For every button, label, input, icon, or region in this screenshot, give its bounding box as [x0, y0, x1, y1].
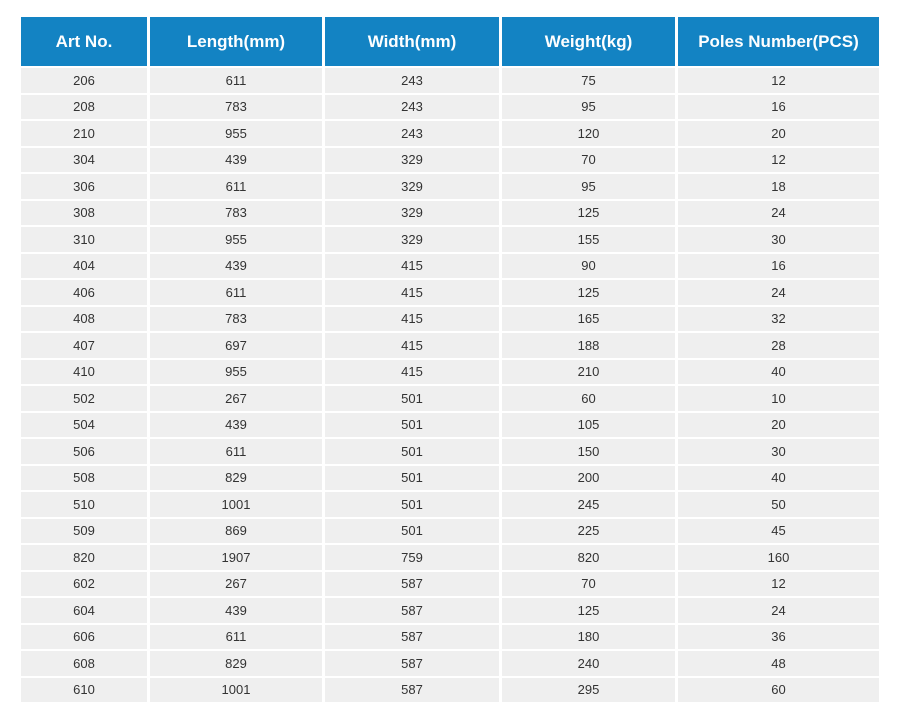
table-cell: 410 — [21, 360, 147, 385]
table-cell: 509 — [21, 519, 147, 544]
table-cell: 267 — [150, 572, 322, 597]
column-header: Length(mm) — [150, 17, 322, 66]
table-cell: 60 — [678, 678, 879, 703]
table-cell: 1001 — [150, 492, 322, 517]
table-cell: 439 — [150, 148, 322, 173]
table-row — [21, 545, 879, 570]
table-cell: 18 — [678, 174, 879, 199]
table-cell: 415 — [325, 254, 499, 279]
table-cell: 267 — [150, 386, 322, 411]
table-cell: 610 — [21, 678, 147, 703]
table-cell: 45 — [678, 519, 879, 544]
table-cell: 165 — [502, 307, 675, 332]
table-row — [21, 519, 879, 544]
table-cell: 508 — [21, 466, 147, 491]
table-row — [21, 201, 879, 226]
table-cell: 308 — [21, 201, 147, 226]
table-body — [21, 68, 879, 702]
table-cell: 608 — [21, 651, 147, 676]
table-cell: 439 — [150, 254, 322, 279]
table-cell: 415 — [325, 280, 499, 305]
table-cell: 869 — [150, 519, 322, 544]
table-cell: 829 — [150, 651, 322, 676]
table-cell: 50 — [678, 492, 879, 517]
table-cell: 606 — [21, 625, 147, 650]
table-cell: 60 — [502, 386, 675, 411]
table-cell: 329 — [325, 174, 499, 199]
table-cell: 501 — [325, 413, 499, 438]
table-cell: 24 — [678, 201, 879, 226]
table-cell: 12 — [678, 572, 879, 597]
table-cell: 70 — [502, 148, 675, 173]
product-spec-table — [18, 15, 882, 704]
table-cell: 406 — [21, 280, 147, 305]
table-cell: 783 — [150, 95, 322, 120]
table-cell: 105 — [502, 413, 675, 438]
table-cell: 501 — [325, 439, 499, 464]
table-cell: 587 — [325, 651, 499, 676]
table-cell: 611 — [150, 68, 322, 93]
table-row — [21, 625, 879, 650]
table-cell: 501 — [325, 466, 499, 491]
table-cell: 206 — [21, 68, 147, 93]
table-cell: 243 — [325, 68, 499, 93]
table-cell: 210 — [502, 360, 675, 385]
table-cell: 439 — [150, 413, 322, 438]
table-cell: 75 — [502, 68, 675, 93]
table-cell: 243 — [325, 95, 499, 120]
table-cell: 150 — [502, 439, 675, 464]
table-cell: 225 — [502, 519, 675, 544]
table-cell: 611 — [150, 439, 322, 464]
table-cell: 30 — [678, 439, 879, 464]
table-cell: 210 — [21, 121, 147, 146]
table-cell: 415 — [325, 360, 499, 385]
table-cell: 407 — [21, 333, 147, 358]
table-row — [21, 598, 879, 623]
table-cell: 188 — [502, 333, 675, 358]
table-header — [21, 17, 879, 66]
column-header: Width(mm) — [325, 17, 499, 66]
table-cell: 30 — [678, 227, 879, 252]
table-cell: 697 — [150, 333, 322, 358]
table-row — [21, 572, 879, 597]
table-cell: 208 — [21, 95, 147, 120]
table-cell: 24 — [678, 280, 879, 305]
table-cell: 439 — [150, 598, 322, 623]
table-row — [21, 148, 879, 173]
table-cell: 295 — [502, 678, 675, 703]
table-cell: 587 — [325, 598, 499, 623]
table-cell: 955 — [150, 227, 322, 252]
table-cell: 415 — [325, 307, 499, 332]
table-cell: 602 — [21, 572, 147, 597]
table-row — [21, 307, 879, 332]
table-cell: 820 — [502, 545, 675, 570]
table-cell: 12 — [678, 68, 879, 93]
table-cell: 24 — [678, 598, 879, 623]
table-cell: 504 — [21, 413, 147, 438]
table-cell: 240 — [502, 651, 675, 676]
table-cell: 587 — [325, 625, 499, 650]
table-row — [21, 254, 879, 279]
table-cell: 415 — [325, 333, 499, 358]
table-cell: 36 — [678, 625, 879, 650]
table-row — [21, 280, 879, 305]
table-row — [21, 466, 879, 491]
table-cell: 829 — [150, 466, 322, 491]
table-cell: 125 — [502, 201, 675, 226]
table-cell: 304 — [21, 148, 147, 173]
table-cell: 40 — [678, 466, 879, 491]
table-cell: 95 — [502, 174, 675, 199]
header-row — [21, 17, 879, 66]
table-cell: 408 — [21, 307, 147, 332]
column-header: Poles Number(PCS) — [678, 17, 879, 66]
table-cell: 404 — [21, 254, 147, 279]
table-cell: 759 — [325, 545, 499, 570]
table-row — [21, 678, 879, 703]
column-header: Art No. — [21, 17, 147, 66]
table-cell: 1907 — [150, 545, 322, 570]
table-cell: 611 — [150, 625, 322, 650]
table-cell: 502 — [21, 386, 147, 411]
table-cell: 28 — [678, 333, 879, 358]
table-cell: 32 — [678, 307, 879, 332]
table-cell: 16 — [678, 95, 879, 120]
table-row — [21, 174, 879, 199]
table-cell: 501 — [325, 492, 499, 517]
table-cell: 180 — [502, 625, 675, 650]
table-row — [21, 333, 879, 358]
table-cell: 125 — [502, 280, 675, 305]
table-row — [21, 95, 879, 120]
table-cell: 310 — [21, 227, 147, 252]
column-header: Weight(kg) — [502, 17, 675, 66]
table-cell: 820 — [21, 545, 147, 570]
table-cell: 12 — [678, 148, 879, 173]
table-cell: 955 — [150, 121, 322, 146]
table-row — [21, 360, 879, 385]
table-cell: 20 — [678, 121, 879, 146]
table-cell: 1001 — [150, 678, 322, 703]
table-cell: 783 — [150, 201, 322, 226]
table-cell: 48 — [678, 651, 879, 676]
table-cell: 95 — [502, 95, 675, 120]
table-cell: 611 — [150, 280, 322, 305]
table-row — [21, 121, 879, 146]
table-cell: 120 — [502, 121, 675, 146]
table-cell: 329 — [325, 227, 499, 252]
table-cell: 40 — [678, 360, 879, 385]
table-cell: 510 — [21, 492, 147, 517]
table-cell: 329 — [325, 148, 499, 173]
table-row — [21, 68, 879, 93]
table-row — [21, 439, 879, 464]
table-row — [21, 227, 879, 252]
table-cell: 306 — [21, 174, 147, 199]
table-cell: 955 — [150, 360, 322, 385]
table-cell: 20 — [678, 413, 879, 438]
table-row — [21, 651, 879, 676]
table-cell: 611 — [150, 174, 322, 199]
table-cell: 501 — [325, 519, 499, 544]
table-cell: 604 — [21, 598, 147, 623]
table-cell: 587 — [325, 678, 499, 703]
table-cell: 501 — [325, 386, 499, 411]
table-cell: 160 — [678, 545, 879, 570]
table-row — [21, 492, 879, 517]
table-cell: 125 — [502, 598, 675, 623]
table-row — [21, 413, 879, 438]
table-cell: 506 — [21, 439, 147, 464]
table-cell: 245 — [502, 492, 675, 517]
table-cell: 16 — [678, 254, 879, 279]
table-cell: 329 — [325, 201, 499, 226]
table-cell: 155 — [502, 227, 675, 252]
table-cell: 10 — [678, 386, 879, 411]
table-cell: 200 — [502, 466, 675, 491]
table-cell: 243 — [325, 121, 499, 146]
table-cell: 90 — [502, 254, 675, 279]
table-cell: 783 — [150, 307, 322, 332]
table-row — [21, 386, 879, 411]
table-cell: 587 — [325, 572, 499, 597]
table-cell: 70 — [502, 572, 675, 597]
